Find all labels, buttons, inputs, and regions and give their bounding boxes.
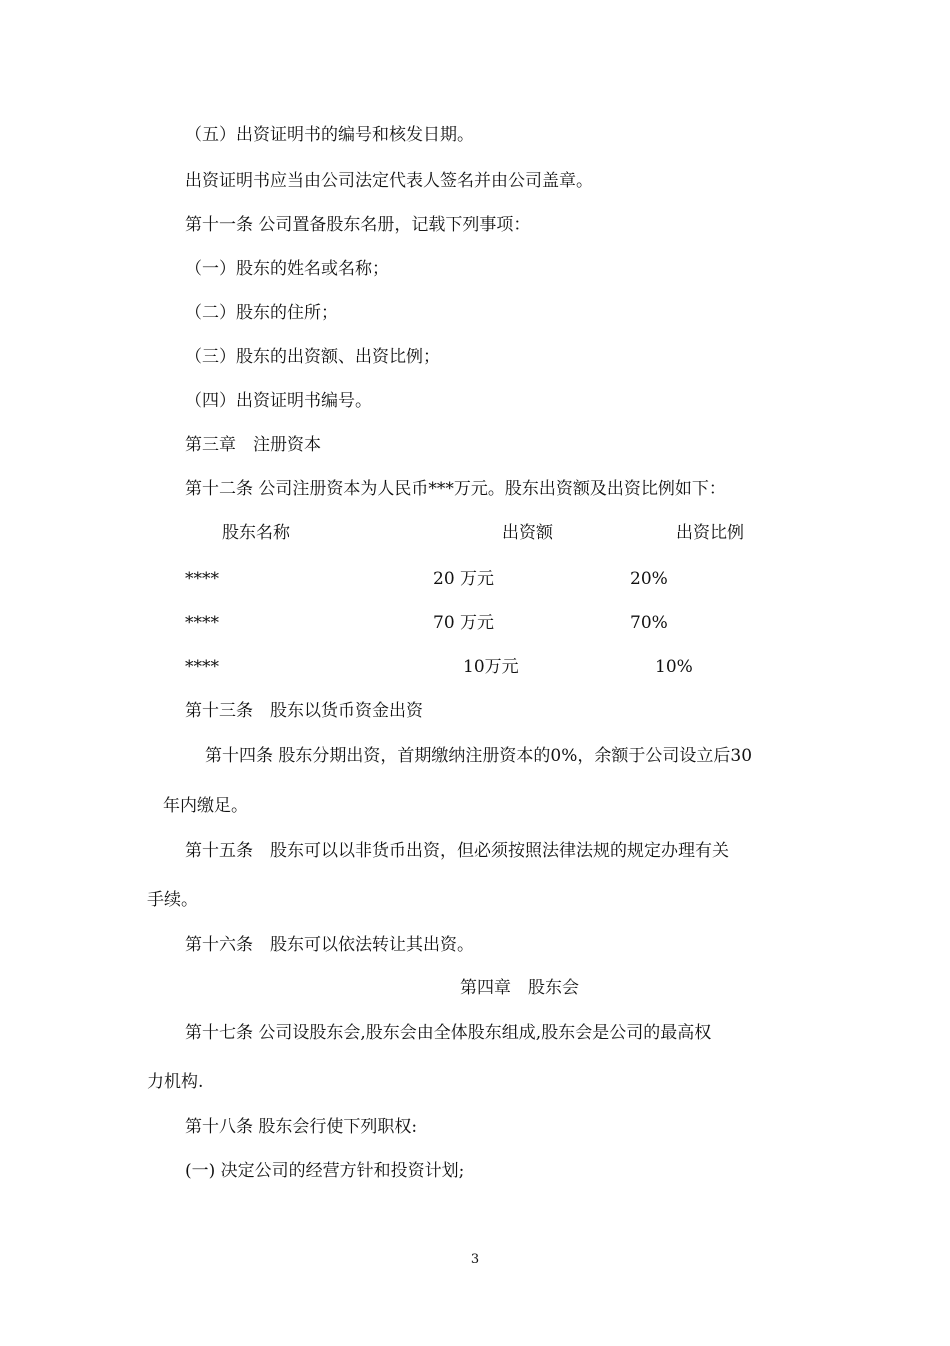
article-17: 第十七条 公司设股东会,股东会由全体股东组成,股东会是公司的最高权 bbox=[185, 1023, 712, 1043]
table-cell-name: **** bbox=[185, 613, 219, 633]
article-18-item-1: (一) 决定公司的经营方针和投资计划; bbox=[185, 1161, 465, 1181]
article-12: 第十二条 公司注册资本为人民币***万元。股东出资额及出资比例如下： bbox=[185, 479, 726, 499]
article-18: 第十八条 股东会行使下列职权: bbox=[185, 1117, 418, 1137]
article-13: 第十三条 股东以货币资金出资 bbox=[185, 701, 423, 721]
table-cell-ratio: 10% bbox=[655, 657, 693, 677]
table-cell-name: **** bbox=[185, 569, 219, 589]
article-14-cont: 年内缴足。 bbox=[163, 796, 248, 816]
article-17-cont: 力机构. bbox=[147, 1072, 204, 1092]
page-number: 3 bbox=[470, 1252, 480, 1267]
list-item-3: （三）股东的出资额、出资比例； bbox=[185, 347, 440, 367]
article-15-cont: 手续。 bbox=[147, 890, 198, 910]
chapter-3-heading: 第三章 注册资本 bbox=[185, 435, 321, 455]
table-cell-amount: 70 万元 bbox=[433, 613, 495, 633]
table-header-amount: 出资额 bbox=[502, 523, 553, 543]
paragraph-signature: 出资证明书应当由公司法定代表人签名并由公司盖章。 bbox=[185, 171, 593, 191]
article-14: 第十四条 股东分期出资，首期缴纳注册资本的0%，余额于公司设立后30 bbox=[205, 746, 753, 766]
table-cell-amount: 20 万元 bbox=[433, 569, 495, 589]
table-cell-ratio: 20% bbox=[630, 569, 668, 589]
article-11: 第十一条 公司置备股东名册，记载下列事项： bbox=[185, 215, 531, 235]
paragraph-item-5: （五）出资证明书的编号和核发日期。 bbox=[185, 125, 474, 145]
table-cell-name: **** bbox=[185, 657, 219, 677]
list-item-4: （四）出资证明书编号。 bbox=[185, 391, 372, 411]
table-cell-amount: 10万元 bbox=[463, 657, 519, 677]
table-header-ratio: 出资比例 bbox=[676, 523, 744, 543]
chapter-4-heading: 第四章 股东会 bbox=[460, 978, 579, 998]
article-15: 第十五条 股东可以以非货币出资，但必须按照法律法规的规定办理有关 bbox=[185, 841, 729, 861]
table-cell-ratio: 70% bbox=[630, 613, 668, 633]
article-16: 第十六条 股东可以依法转让其出资。 bbox=[185, 935, 474, 955]
table-header-name: 股东名称 bbox=[222, 523, 290, 543]
list-item-2: （二）股东的住所； bbox=[185, 303, 338, 323]
list-item-1: （一）股东的姓名或名称； bbox=[185, 259, 389, 279]
